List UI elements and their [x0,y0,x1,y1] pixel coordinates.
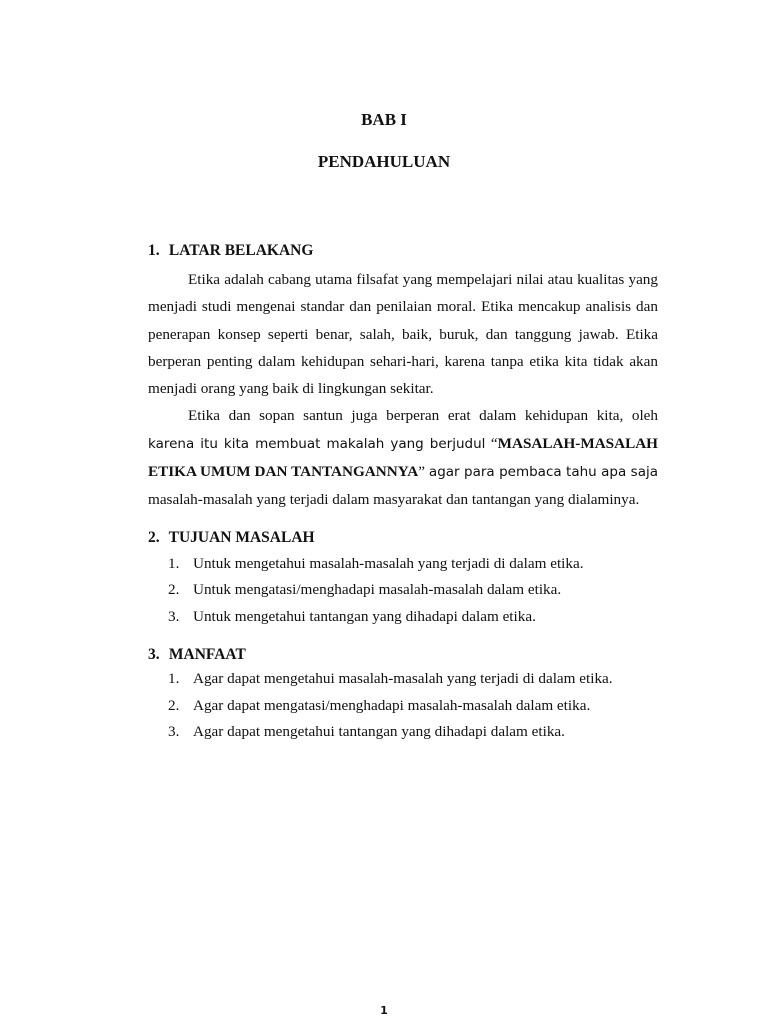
list-item-number: 3. [168,607,180,625]
section-number: 1. [148,242,160,259]
paragraph [148,402,658,513]
list-item-number: 3. [168,723,180,741]
list-item-text: Untuk mengatasi/menghadapi masalah-masalah dalam etika. [193,581,562,599]
section-title: LATAR BELAKANG [168,242,314,259]
list-item-number: 2. [168,581,180,599]
close-quote: ” [418,463,425,481]
section-number: 3. [148,646,160,664]
paragraph-text: agar para pembaca tahu apa saja [428,464,659,481]
section-heading [148,240,658,262]
section-heading [148,644,658,666]
paragraph: Etika adalah cabang utama filsafat yang mempelajari nilai atau kualitas yang menjadi studi mengenai standar dan penilaian moral. Etika mencakup analisis dan penerapan konsep seperti benar, salah, baik, buruk, dan tanggung jawab. Etika berperan penting dalam kehidupan sehari-hari, karena tanpa etika kita tidak akan menjadi orang yang baik di lingkungan sekitar. [148,271,658,398]
section-title: TUJUAN MASALAH [168,528,315,546]
section-manfaat [148,644,658,746]
paragraph-text: Etika dan sopan santun juga berperan erat dalam kehidupan kita, oleh [188,407,658,425]
section-number: 2. [148,528,160,546]
paper-title-bold: MASALAH-MASALAH ETIKA UMUM DAN TANTANGANNYA [148,434,658,481]
list-item-text: Untuk mengetahui tantangan yang dihadapi dalam etika. [193,607,536,625]
list-item-text: Untuk mengetahui masalah-masalah yang terjadi di dalam etika. [193,554,584,572]
list-item [148,577,658,604]
list-item [148,666,658,693]
document-body [148,240,658,746]
section-heading [148,527,658,549]
list-item [148,693,658,720]
page-number: 1 [380,1004,388,1017]
list-item-text: Agar dapat mengetahui masalah-masalah yang terjadi di dalam etika. [193,670,613,688]
numbered-list [148,666,658,746]
chapter-number: BAB I [361,110,407,129]
section-tujuan-masalah [148,527,658,631]
list-item-number: 2. [168,696,180,714]
list-item-number: 1. [168,670,180,688]
list-item [148,551,658,578]
list-item-text: Agar dapat mengetahui tantangan yang dihadapi dalam etika. [193,723,565,741]
section-latar-belakang [148,240,658,514]
numbered-list [148,551,658,631]
list-item [148,719,658,746]
list-item-text: Agar dapat mengatasi/menghadapi masalah-masalah dalam etika. [193,696,591,714]
section-title: MANFAAT [168,646,246,664]
open-quote: “ [490,434,498,452]
paragraph-text: masalah-masalah yang terjadi dalam masyarakat dan tantangan yang dialaminya. [148,491,640,509]
list-item [148,604,658,631]
paragraph-text: karena itu kita membuat makalah yang berjudul [148,435,486,452]
chapter-title: PENDAHULUAN [317,152,451,171]
list-item-number: 1. [168,554,180,572]
